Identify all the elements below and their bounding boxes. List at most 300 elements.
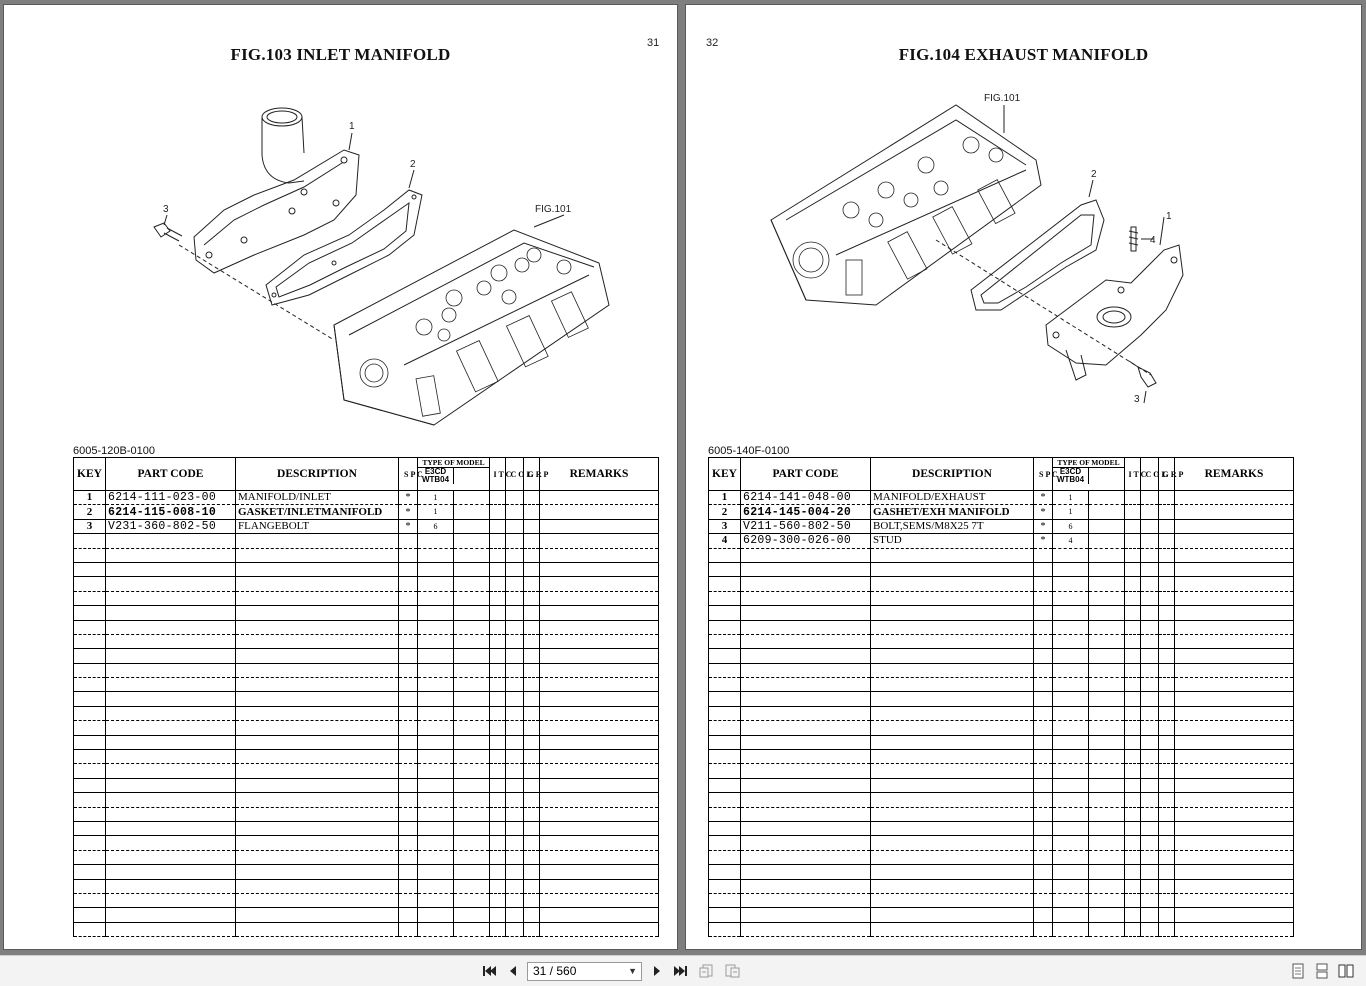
empty-cell (1141, 562, 1159, 576)
empty-cell (741, 836, 871, 850)
empty-cell (871, 764, 1034, 778)
empty-cell (1053, 865, 1089, 879)
empty-cell (709, 663, 741, 677)
empty-cell (871, 706, 1034, 720)
table-row (709, 519, 1294, 533)
empty-cell (236, 836, 399, 850)
empty-cell (1034, 735, 1053, 749)
empty-cell (1089, 519, 1125, 533)
table-row (709, 562, 1294, 576)
cell-key: 1 (709, 491, 741, 505)
empty-cell (454, 606, 490, 620)
empty-cell (1034, 620, 1053, 634)
empty-cell (1159, 764, 1175, 778)
empty-cell (74, 807, 106, 821)
figure-title: FIG.103 INLET MANIFOLD (230, 45, 451, 64)
empty-cell (74, 649, 106, 663)
empty-cell (1159, 908, 1175, 922)
empty-cell (236, 922, 399, 936)
empty-cell (524, 577, 540, 591)
empty-cell (871, 577, 1034, 591)
empty-cell (506, 764, 524, 778)
table-row (709, 505, 1294, 519)
empty-cell (709, 591, 741, 605)
cell-desc: MANIFOLD/INLET (236, 491, 399, 505)
table-row (74, 634, 659, 648)
empty-cell (540, 634, 659, 648)
cell-key: 4 (709, 534, 741, 548)
empty-cell (1141, 692, 1159, 706)
empty-cell (490, 634, 506, 648)
empty-cell (399, 534, 418, 548)
empty-cell (399, 764, 418, 778)
empty-cell (1125, 793, 1141, 807)
empty-cell (1141, 821, 1159, 835)
empty-cell (1175, 922, 1294, 936)
empty-cell (1089, 908, 1125, 922)
table-row (709, 577, 1294, 591)
empty-cell (1159, 519, 1175, 533)
empty-cell (540, 721, 659, 735)
chevron-down-icon[interactable]: ▼ (628, 966, 637, 976)
empty-cell (399, 750, 418, 764)
cell-qty: 1 (418, 505, 454, 519)
empty-cell (524, 562, 540, 576)
empty-cell (506, 620, 524, 634)
empty-cell (418, 879, 454, 893)
empty-cell (399, 620, 418, 634)
callout-3: 3 (163, 204, 169, 215)
empty-cell (1159, 735, 1175, 749)
header-grp: G R P (527, 469, 549, 479)
empty-cell (106, 850, 236, 864)
empty-cell (490, 548, 506, 562)
empty-cell (1159, 721, 1175, 735)
table-row (74, 922, 659, 936)
empty-cell (506, 519, 524, 533)
empty-cell (1175, 491, 1294, 505)
go-forward-icon[interactable] (725, 963, 741, 979)
empty-cell (741, 879, 871, 893)
empty-cell (490, 649, 506, 663)
empty-cell (540, 836, 659, 850)
empty-cell (506, 735, 524, 749)
empty-cell (454, 519, 490, 533)
header-description: DESCRIPTION (236, 458, 399, 491)
empty-cell (540, 850, 659, 864)
callout-2: 2 (1091, 169, 1097, 180)
empty-cell (1125, 519, 1141, 533)
empty-cell (741, 821, 871, 835)
empty-cell (1175, 591, 1294, 605)
empty-cell (741, 735, 871, 749)
empty-cell (490, 706, 506, 720)
empty-cell (741, 850, 871, 864)
table-row (709, 922, 1294, 936)
empty-cell (106, 750, 236, 764)
empty-cell (1159, 534, 1175, 548)
empty-cell (106, 678, 236, 692)
empty-cell (106, 778, 236, 792)
table-row (709, 836, 1294, 850)
header-col: C O L (1145, 469, 1167, 479)
cell-qty: 6 (418, 519, 454, 533)
empty-cell (506, 807, 524, 821)
empty-cell (506, 591, 524, 605)
empty-cell (74, 606, 106, 620)
empty-cell (1175, 577, 1294, 591)
previous-page-icon[interactable] (505, 963, 521, 979)
empty-cell (506, 577, 524, 591)
cell-desc: STUD (871, 534, 1034, 548)
empty-cell (540, 534, 659, 548)
empty-cell (540, 778, 659, 792)
empty-cell (1175, 606, 1294, 620)
empty-cell (540, 562, 659, 576)
empty-cell (871, 548, 1034, 562)
cell-key: 2 (74, 505, 106, 519)
table-row (709, 620, 1294, 634)
header-remarks: REMARKS (1175, 458, 1294, 491)
go-back-icon[interactable] (699, 963, 715, 979)
table-row (74, 850, 659, 864)
empty-cell (1141, 534, 1159, 548)
empty-cell (540, 879, 659, 893)
empty-cell (524, 606, 540, 620)
table-row (74, 865, 659, 879)
empty-cell (74, 692, 106, 706)
first-page-icon[interactable] (481, 963, 497, 979)
empty-cell (236, 534, 399, 548)
empty-cell (399, 591, 418, 605)
cell-key: 1 (74, 491, 106, 505)
empty-cell (1141, 678, 1159, 692)
empty-cell (1125, 879, 1141, 893)
empty-cell (490, 620, 506, 634)
right-page (685, 4, 1362, 950)
empty-cell (1089, 735, 1125, 749)
empty-cell (506, 750, 524, 764)
empty-cell (454, 865, 490, 879)
empty-cell (1125, 505, 1141, 519)
empty-cell (1175, 865, 1294, 879)
table-row (74, 678, 659, 692)
table-row (709, 491, 1294, 505)
empty-cell (74, 821, 106, 835)
empty-cell (418, 562, 454, 576)
empty-cell (871, 893, 1034, 907)
empty-cell (1141, 706, 1159, 720)
empty-cell (1034, 634, 1053, 648)
empty-cell (1053, 678, 1089, 692)
empty-cell (524, 634, 540, 648)
table-row (74, 519, 659, 533)
empty-cell (1125, 663, 1141, 677)
empty-cell (74, 591, 106, 605)
empty-cell (871, 634, 1034, 648)
table-row (74, 807, 659, 821)
empty-cell (709, 879, 741, 893)
single-page-view-icon[interactable] (1290, 963, 1306, 979)
empty-cell (1034, 879, 1053, 893)
header-model-2: WTB04 (1056, 475, 1085, 484)
empty-cell (236, 692, 399, 706)
empty-cell (1141, 735, 1159, 749)
empty-cell (741, 649, 871, 663)
empty-cell (1141, 793, 1159, 807)
empty-cell (399, 908, 418, 922)
empty-cell (1053, 793, 1089, 807)
empty-cell (1159, 807, 1175, 821)
cell-desc: GASHET/EXH MANIFOLD (871, 505, 1034, 519)
empty-cell (1089, 591, 1125, 605)
empty-cell (1141, 879, 1159, 893)
empty-cell (454, 591, 490, 605)
cell-spc: * (399, 519, 418, 533)
empty-cell (74, 577, 106, 591)
table-row (74, 879, 659, 893)
empty-cell (1159, 778, 1175, 792)
empty-cell (418, 908, 454, 922)
cell-code: 6214-141-048-00 (741, 491, 871, 505)
page-number: 32 (706, 37, 719, 49)
callout-4: 4 (1150, 235, 1156, 246)
cell-code: 6209-300-026-00 (741, 534, 871, 548)
empty-cell (399, 850, 418, 864)
empty-cell (524, 721, 540, 735)
cell-key: 2 (709, 505, 741, 519)
empty-cell (106, 706, 236, 720)
empty-cell (1175, 750, 1294, 764)
figure-reference: FIG.101 (535, 204, 572, 215)
empty-cell (709, 706, 741, 720)
empty-cell (1141, 591, 1159, 605)
empty-cell (418, 893, 454, 907)
inlet-manifold-drawing (4, 5, 679, 445)
empty-cell (871, 922, 1034, 936)
header-spc: S P C (404, 469, 423, 479)
pdf-viewer-toolbar (0, 955, 1366, 986)
empty-cell (1089, 879, 1125, 893)
empty-cell (1175, 663, 1294, 677)
empty-cell (741, 606, 871, 620)
empty-cell (106, 591, 236, 605)
empty-cell (741, 807, 871, 821)
empty-cell (1089, 606, 1125, 620)
empty-cell (709, 620, 741, 634)
empty-cell (1125, 606, 1141, 620)
empty-cell (871, 692, 1034, 706)
empty-cell (1089, 778, 1125, 792)
empty-cell (454, 562, 490, 576)
empty-cell (540, 735, 659, 749)
empty-cell (524, 620, 540, 634)
empty-cell (454, 534, 490, 548)
empty-cell (871, 908, 1034, 922)
empty-cell (418, 922, 454, 936)
empty-cell (506, 505, 524, 519)
empty-cell (490, 692, 506, 706)
empty-cell (1034, 836, 1053, 850)
empty-cell (1034, 649, 1053, 663)
empty-cell (1141, 577, 1159, 591)
empty-cell (709, 850, 741, 864)
empty-cell (540, 922, 659, 936)
empty-cell (524, 519, 540, 533)
next-page-icon[interactable] (649, 963, 665, 979)
empty-cell (490, 764, 506, 778)
empty-cell (506, 721, 524, 735)
empty-cell (418, 620, 454, 634)
empty-cell (490, 577, 506, 591)
empty-cell (1034, 721, 1053, 735)
empty-cell (490, 879, 506, 893)
empty-cell (871, 620, 1034, 634)
empty-cell (1125, 649, 1141, 663)
empty-cell (741, 663, 871, 677)
empty-cell (1125, 721, 1141, 735)
empty-cell (1159, 893, 1175, 907)
empty-cell (1053, 706, 1089, 720)
empty-cell (490, 865, 506, 879)
empty-cell (540, 706, 659, 720)
empty-cell (1125, 850, 1141, 864)
empty-cell (871, 778, 1034, 792)
empty-cell (418, 634, 454, 648)
empty-cell (540, 620, 659, 634)
empty-cell (709, 821, 741, 835)
empty-cell (399, 922, 418, 936)
empty-cell (454, 922, 490, 936)
empty-cell (454, 649, 490, 663)
empty-cell (1141, 505, 1159, 519)
empty-cell (106, 620, 236, 634)
empty-cell (524, 692, 540, 706)
empty-cell (454, 778, 490, 792)
cell-desc: BOLT,SEMS/M8X25 7T (871, 519, 1034, 533)
empty-cell (524, 850, 540, 864)
empty-cell (1141, 634, 1159, 648)
empty-cell (709, 807, 741, 821)
empty-cell (1125, 778, 1141, 792)
empty-cell (709, 735, 741, 749)
header-model-1: E3CD (424, 467, 447, 476)
header-part-code: PART CODE (106, 458, 236, 491)
parts-table (708, 457, 1294, 937)
empty-cell (454, 663, 490, 677)
empty-cell (74, 764, 106, 778)
empty-cell (741, 678, 871, 692)
empty-cell (1034, 706, 1053, 720)
empty-cell (1089, 836, 1125, 850)
empty-cell (1034, 821, 1053, 835)
empty-cell (1141, 850, 1159, 864)
empty-cell (490, 562, 506, 576)
continuous-view-icon[interactable] (1314, 963, 1330, 979)
empty-cell (1175, 778, 1294, 792)
empty-cell (871, 879, 1034, 893)
empty-cell (490, 750, 506, 764)
empty-cell (490, 519, 506, 533)
empty-cell (741, 908, 871, 922)
empty-cell (1125, 692, 1141, 706)
empty-cell (418, 577, 454, 591)
empty-cell (418, 591, 454, 605)
empty-cell (236, 620, 399, 634)
empty-cell (74, 879, 106, 893)
empty-cell (1089, 865, 1125, 879)
empty-cell (540, 692, 659, 706)
empty-cell (1125, 764, 1141, 778)
empty-cell (1175, 692, 1294, 706)
empty-cell (1053, 821, 1089, 835)
table-row (74, 491, 659, 505)
empty-cell (1141, 908, 1159, 922)
empty-cell (1089, 505, 1125, 519)
empty-cell (741, 865, 871, 879)
empty-cell (418, 865, 454, 879)
empty-cell (540, 793, 659, 807)
empty-cell (1053, 922, 1089, 936)
empty-cell (74, 721, 106, 735)
empty-cell (1125, 865, 1141, 879)
cell-code: 6214-111-023-00 (106, 491, 236, 505)
empty-cell (490, 821, 506, 835)
empty-cell (1159, 922, 1175, 936)
empty-cell (106, 663, 236, 677)
empty-cell (236, 735, 399, 749)
page-number-input[interactable] (527, 962, 642, 981)
exhaust-manifold-drawing (686, 5, 1363, 445)
empty-cell (1159, 836, 1175, 850)
empty-cell (399, 706, 418, 720)
empty-cell (1175, 879, 1294, 893)
empty-cell (506, 663, 524, 677)
empty-cell (106, 807, 236, 821)
table-row (709, 807, 1294, 821)
empty-cell (418, 750, 454, 764)
empty-cell (1034, 678, 1053, 692)
table-row (74, 821, 659, 835)
two-page-view-icon[interactable] (1338, 963, 1354, 979)
empty-cell (490, 836, 506, 850)
empty-cell (540, 491, 659, 505)
header-grp: G R P (1162, 469, 1184, 479)
last-page-icon[interactable] (673, 963, 689, 979)
empty-cell (1053, 750, 1089, 764)
header-itc: I T C (1128, 469, 1147, 479)
empty-cell (709, 649, 741, 663)
empty-cell (506, 606, 524, 620)
empty-cell (1125, 678, 1141, 692)
empty-cell (1089, 634, 1125, 648)
empty-cell (1089, 692, 1125, 706)
cell-code: 6214-115-008-10 (106, 505, 236, 519)
table-row (709, 793, 1294, 807)
empty-cell (540, 663, 659, 677)
empty-cell (540, 548, 659, 562)
empty-cell (1159, 548, 1175, 562)
empty-cell (399, 663, 418, 677)
empty-cell (399, 678, 418, 692)
empty-cell (871, 807, 1034, 821)
empty-cell (1053, 692, 1089, 706)
empty-cell (74, 778, 106, 792)
empty-cell (1159, 591, 1175, 605)
empty-cell (418, 821, 454, 835)
empty-cell (106, 793, 236, 807)
empty-cell (454, 692, 490, 706)
